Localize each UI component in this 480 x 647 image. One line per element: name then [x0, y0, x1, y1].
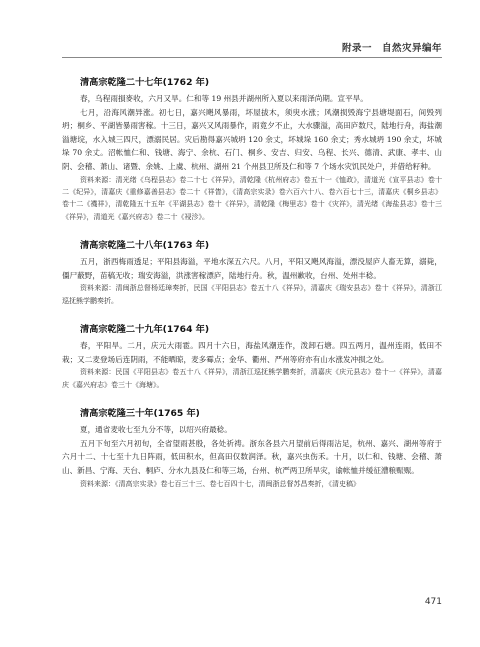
section-title: 清高宗乾隆二十七年(1762 年) [80, 77, 210, 88]
paragraph: 七月，沿海风潮异涨。初七日，嘉兴飓风暴雨，坏屋拔木，须臾水涨；风潮损毁海宁县塘堤面石，间毁列坍；桐乡、平湖皆暴雨害稼。十三日，嘉兴又风雨暴作，雨竟夕不止，大水骤溢，高田庐数尺，陆地行舟，海盐潮溢塘垸，水入城三四尺，漂溺民居。灾后勘得嘉兴城坍 120 余丈，坏城垛 160 余丈；秀水城坍 190 余丈，坏城垛 70 余丈。沼帐恤仁和、钱塘、海宁、余杭、石门、桐乡、安吉、归安、乌程、长兴、德清、武康、孝丰、山阴、会稽、萧山、诸暨、余姚、上虞、杭州、湖州 21 个州县卫所及仁和等 7 个场水灾饥民处户，并借给籽种。 [62, 107, 442, 171]
section-title: 清高宗乾隆二十八年(1763 年) [80, 240, 210, 252]
section-1765 [62, 405, 442, 490]
header-rule [62, 57, 442, 58]
source-note: 资料来源：清光绪《乌程县志》卷二十七《祥异》，清乾隆《杭州府志》卷五十一《恤政》，清道光《宣平县志》卷十二《纪异》，清嘉庆《重修嘉善县志》卷二十《祥眚》，《清高宗实录》卷六百六十八、卷六百七十三，清嘉庆《桐乡县志》卷十二《禨祥》，清乾隆五十五年《平湖县志》卷十《祥异》，清乾隆《梅里志》卷十《灾祥》，清光绪《海盐县志》卷十三《祥异》，清道光《嘉兴府志》卷二十《祲沴》。 [62, 175, 442, 221]
paragraph: 春，乌程雨損麥收，六月又旱。仁和等 19 州县并湖州所入夏以来雨泽尚期。宣平旱。 [80, 94, 368, 103]
section-1764 [62, 321, 442, 391]
running-header: 附录一 自然灾异编年 [341, 43, 442, 54]
section-title: 清高宗乾隆二十九年(1764 年) [80, 324, 210, 336]
source-note: 资料来源：《清高宗实录》卷七百三十三、卷七百四十七，清闽浙总督苏昌奏折，《清史稿》 [80, 479, 360, 488]
paragraph: 五月下旬至六月初旬，全省望雨甚殷，各处祈祷。浙东各县六月望前后得雨沾足，杭州、嘉兴、湖州等府于六月十二、十七至十九日阵雨，低田积水，但高田仅数润泽。秋，嘉兴虫伤禾。十月，以仁和、钱塘、会稽、萧山、新昌、宁海、天台、桐庐、分水九县及仁和等三场，台州、杭严两卫所旱灾，谕帐恤并缓征漕粮赈赈。 [62, 438, 442, 475]
section-title: 清高宗乾隆三十年(1765 年) [80, 408, 200, 420]
paragraph: 春，平阳旱。二月，庆元大雨雹。四月十六日，海盐风潮连作，泼卸石塘。四五两月，温州连雨，低田不栽；又二麦登场后连阴雨，不能晒晾，麦多霉点；金华、衢州、严州等府亦有山水涨发冲损之处。 [62, 341, 442, 364]
page-number: 471 [424, 597, 442, 607]
paragraph: 夏，通省麦收七至九分不等，以绍兴府最稔。 [80, 425, 232, 435]
source-note: 资料来源：民国《平阳县志》卷五十八《祥异》，清浙江巡抚熊学鹏奏折，清嘉庆《庆元县志》卷十一《祥异》，清嘉庆《嘉兴府志》卷三十《海塘》。 [62, 368, 442, 389]
page-content [62, 68, 442, 490]
section-1762 [62, 74, 442, 223]
section-1763 [62, 237, 442, 307]
source-note: 资料来源：清闽浙总督杨廷璋奏折，民国《平阳县志》卷五十八《祥异》，清嘉庆《瑞安县志》卷十《祥异》，清浙江巡抚熊学鹏奏折。 [62, 284, 442, 305]
paragraph: 五月，浙西梅雨透足；平阳县海溢，平地水深五六尺。八月，平阳又飓风海溢，漂没屋庐人畜无算，溺毙，僵尸蔽野，苗稿无收；瑞安海溢，洪涨害稼漂庐，陆地行舟。秋，温州歉收，台州、处州丰稔。 [62, 257, 442, 280]
